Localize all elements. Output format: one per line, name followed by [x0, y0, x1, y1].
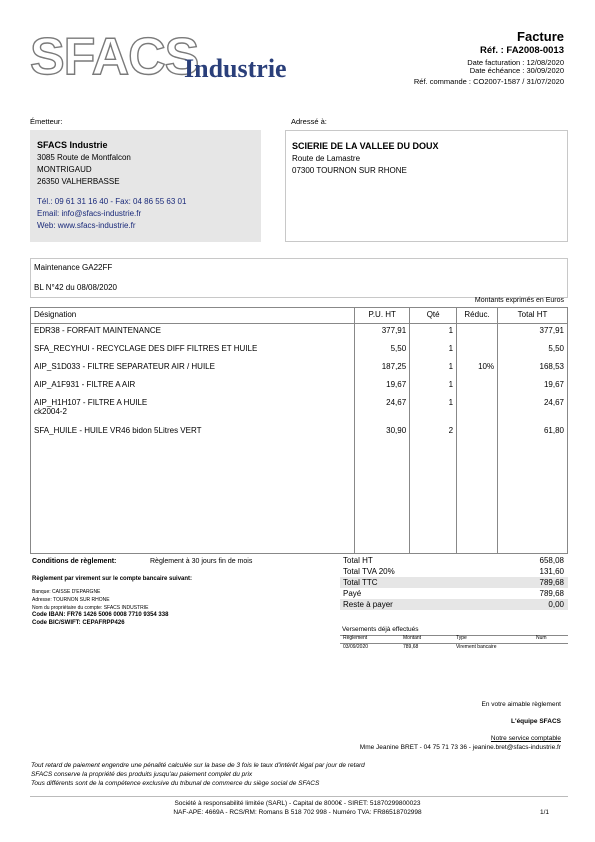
- item-reduction: [457, 324, 498, 342]
- item-total-text: 5,50: [548, 343, 564, 353]
- item-designation: [31, 396, 355, 424]
- total-label: Total TVA 20%: [343, 567, 395, 576]
- item-reduction-text: 10%: [478, 361, 495, 371]
- closing-contact: Mme Jeanine BRET - 04 75 71 73 36 - jeanine.bret@sfacs-industrie.fr: [359, 744, 561, 751]
- reference-line2: BL N°42 du 08/08/2020: [34, 283, 117, 292]
- banque: Banque: CAISSE D'EPARGNE: [32, 589, 101, 595]
- legal-line2: SFACS conserve la propriété des produits jusqu'au paiement complet du prix: [31, 771, 253, 778]
- item-total-text: 168,53: [539, 361, 564, 371]
- destinataire-name: SCIERIE DE LA VALLEE DU DOUX: [292, 141, 439, 151]
- emetteur-box: [30, 130, 261, 242]
- col-reduc: Réduc.: [457, 308, 498, 324]
- total-row: [340, 555, 568, 566]
- item-reduction: [457, 360, 498, 378]
- item-total: [498, 342, 568, 360]
- item-quantity: [410, 360, 457, 378]
- emetteur-label: Émetteur:: [30, 117, 63, 126]
- closing-line2: L'équipe SFACS: [511, 718, 561, 725]
- vers-h-montant: Montant: [403, 635, 422, 641]
- table-row: [31, 324, 568, 342]
- reference-line1: Maintenance GA22FF: [34, 263, 113, 272]
- invoice-reference: Réf. : FA2008-0013: [480, 45, 564, 56]
- item-designation: [31, 342, 355, 360]
- table-row: [31, 360, 568, 378]
- item-designation-text: AIP_H1H107 - FILTRE A HUILE: [34, 397, 148, 407]
- item-total: [498, 424, 568, 442]
- footer-divider: [30, 796, 568, 797]
- destinataire-line1: Route de Lamastre: [292, 154, 361, 163]
- total-label: Payé: [343, 589, 362, 598]
- item-unit-price: [355, 424, 410, 442]
- item-designation-detail: ck2004-2: [34, 406, 67, 416]
- banque-adresse: Adresse: TOURNON SUR RHONE: [32, 597, 110, 603]
- conditions-label: Conditions de règlement:: [32, 558, 117, 565]
- total-value: 789,68: [539, 589, 564, 598]
- ref-commande: Réf. commande : CO2007-1587 / 31/07/2020: [413, 77, 564, 86]
- page-number: 1/1: [539, 809, 549, 816]
- table-header-row: [31, 308, 568, 324]
- table-filler-row: [31, 442, 568, 554]
- emetteur-line3: 26350 VALHERBASSE: [37, 177, 120, 186]
- item-quantity: [410, 378, 457, 396]
- legal-line1: Tout retard de paiement engendre une pénalité calculée sur la base de 3 fois le taux d'intérêt légal par jour de retard: [31, 762, 365, 769]
- emetteur-line2: MONTRIGAUD: [37, 165, 92, 174]
- footer-line1: Société à responsabilité limitée (SARL) - Capital de 8000€ - SIRET: 51870299800023: [174, 800, 421, 807]
- total-row: [340, 577, 568, 588]
- item-designation-text: SFA_HUILE - HUILE VR46 bidon 5Litres VERT: [34, 425, 202, 435]
- document-title: Facture: [517, 29, 564, 44]
- destinataire-box: [285, 130, 568, 242]
- item-unit-price-text: 187,25: [381, 361, 407, 371]
- item-total: [498, 396, 568, 424]
- table-row: [31, 342, 568, 360]
- item-quantity-text: 1: [448, 361, 454, 371]
- item-unit-price-text: 30,90: [386, 425, 407, 435]
- col-total-ht: Total HT: [498, 308, 568, 324]
- col-pu-ht: P.U. HT: [355, 308, 410, 324]
- closing-line3: Notre service comptable: [490, 735, 561, 742]
- item-total-text: 61,80: [543, 425, 564, 435]
- company-logo: [30, 30, 320, 90]
- total-value: 0,00: [548, 600, 564, 609]
- legal-line3: Tous différents sont de la compétence exclusive du tribunal de commerce du siège social de SFACS: [31, 780, 320, 787]
- item-unit-price-text: 24,67: [386, 397, 407, 407]
- item-unit-price-text: 5,50: [390, 343, 407, 353]
- total-value: 658,08: [539, 556, 564, 565]
- total-label: Total TTC: [343, 578, 378, 587]
- item-designation-text: SFA_RECYHUI - RECYCLAGE DES DIFF FILTRES ET HUILE: [34, 343, 258, 353]
- item-designation: [31, 424, 355, 442]
- iban: Code IBAN: FR76 1426 5006 0008 7710 9354 338: [32, 612, 169, 618]
- total-row: [340, 588, 568, 599]
- total-value: 131,60: [539, 567, 564, 576]
- item-designation-text: EDR38 - FORFAIT MAINTENANCE: [34, 326, 161, 335]
- emetteur-name: SFACS Industrie: [37, 140, 108, 150]
- item-unit-price: [355, 396, 410, 424]
- item-total: [498, 360, 568, 378]
- item-unit-price: [355, 324, 410, 342]
- item-total-text: 24,67: [543, 397, 564, 407]
- date-echeance: Date échéance : 30/09/2020: [469, 66, 564, 75]
- logo-sfacs-text: SFACS: [30, 28, 199, 86]
- item-quantity-text: 1: [448, 326, 454, 335]
- total-value: 789,68: [539, 578, 564, 587]
- total-label: Total HT: [343, 556, 373, 565]
- versements-title: Versements déjà effectués: [342, 626, 419, 633]
- item-reduction: [457, 396, 498, 424]
- item-unit-price-text: 19,67: [386, 379, 407, 389]
- footer-line2: NAF-APE: 4669A - RCS/RM: Romans B 518 702 998 - Numéro TVA: FR86518702998: [173, 809, 422, 816]
- vers-h-type: Type: [456, 635, 467, 641]
- vers-type: Virement bancaire: [456, 644, 497, 650]
- item-unit-price: [355, 342, 410, 360]
- item-designation: [31, 360, 355, 378]
- item-reduction: [457, 342, 498, 360]
- vers-montant: 789,68: [403, 644, 419, 650]
- emetteur-tel: Tél.: 09 61 31 16 40 - Fax: 04 86 55 63 01: [37, 197, 187, 206]
- item-total: [498, 378, 568, 396]
- item-quantity: [410, 324, 457, 342]
- items-table: [30, 307, 568, 554]
- item-unit-price: [355, 378, 410, 396]
- item-designation-text: AIP_S1D033 - FILTRE SEPARATEUR AIR / HUILE: [34, 361, 215, 371]
- emetteur-email[interactable]: Email: info@sfacs-industrie.fr: [37, 209, 142, 218]
- item-quantity: [410, 424, 457, 442]
- item-quantity: [410, 396, 457, 424]
- total-row: [340, 566, 568, 577]
- item-designation: [31, 378, 355, 396]
- total-row: [340, 599, 568, 610]
- item-total-text: 377,91: [539, 326, 564, 335]
- item-quantity: [410, 342, 457, 360]
- virement-label: Règlement par virement sur le compte bancaire suivant:: [32, 576, 193, 582]
- item-quantity-text: 1: [448, 379, 454, 389]
- logo-industrie-text: Industrie: [184, 54, 287, 83]
- date-facturation: Date facturation : 12/08/2020: [467, 58, 564, 67]
- versements-table: [340, 635, 568, 651]
- item-designation-text: AIP_A1F931 - FILTRE A AIR: [34, 379, 136, 389]
- item-quantity-text: 1: [448, 343, 454, 353]
- emetteur-line1: 3085 Route de Montfalcon: [37, 153, 131, 162]
- item-quantity-text: 1: [448, 397, 454, 407]
- item-reduction: [457, 424, 498, 442]
- table-row: [31, 396, 568, 424]
- item-unit-price-text: 377,91: [381, 326, 407, 335]
- col-designation: Désignation: [31, 308, 355, 324]
- closing-line1: En votre aimable règlement: [481, 701, 561, 708]
- bic: Code BIC/SWIFT: CEPAFRPP426: [32, 620, 125, 626]
- item-reduction: [457, 378, 498, 396]
- proprietaire: Nom du propriétaire du compte: SFACS INDUSTRIE: [32, 605, 149, 611]
- item-total-text: 19,67: [543, 379, 564, 389]
- col-qte: Qté: [410, 308, 457, 324]
- item-quantity-text: 2: [448, 425, 454, 435]
- currency-note: Montants exprimés en Euros: [474, 297, 564, 304]
- conditions-value: Règlement à 30 jours fin de mois: [150, 558, 253, 565]
- item-unit-price: [355, 360, 410, 378]
- item-designation: [31, 324, 355, 342]
- total-label: Reste à payer: [343, 600, 393, 609]
- table-row: [31, 378, 568, 396]
- vers-date: 03/09/2020: [343, 644, 369, 650]
- reference-box: [30, 258, 568, 298]
- destinataire-line2: 07300 TOURNON SUR RHONE: [292, 166, 407, 175]
- vers-h-num: Num: [536, 635, 547, 641]
- table-row: [31, 424, 568, 442]
- destinataire-label: Adressé à:: [291, 117, 327, 126]
- vers-h-reglement: Règlement: [343, 635, 368, 641]
- item-total: [498, 324, 568, 342]
- emetteur-web[interactable]: Web: www.sfacs-industrie.fr: [37, 221, 136, 230]
